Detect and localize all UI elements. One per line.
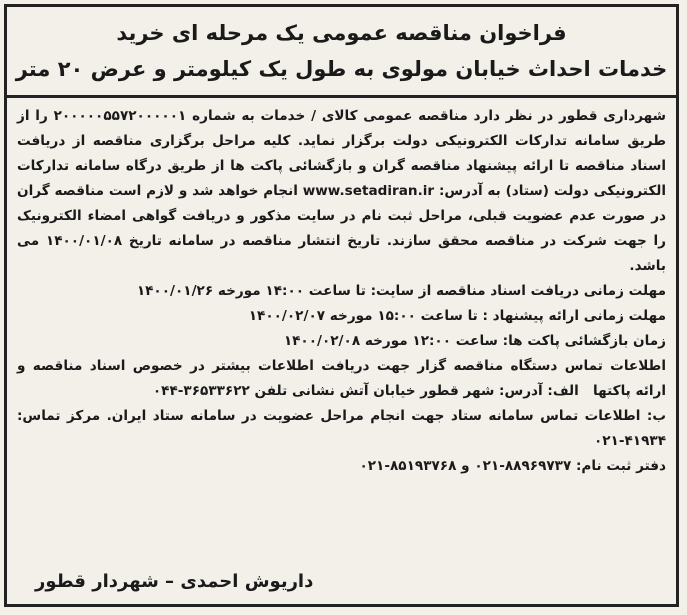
contact-intro	[17, 354, 666, 404]
intro-paragraph	[17, 104, 666, 279]
notice-body	[7, 98, 676, 479]
deadline-offer: مهلت زمانی ارائه پیشنهاد : تا ساعت ۱۵:۰۰ مورخه ۱۴۰۰/۰۲/۰۷	[248, 308, 666, 324]
intro-continued: انجام خواهد شد و لازم است مناقصه گران در صورت عدم عضویت قبلی، مراحل ثبت نام در سایت مذکور و دریافت گواهی امضاء الکترونیک را جهت شرکت در مناقصه محقق سازند. تاریخ انتشار مناقصه در سامانه تاریخ ۱۴۰۰/۰۱/۰۸ می باشد.	[17, 183, 666, 274]
contact-setad: ب: اطلاعات تماس سامانه ستاد جهت انجام مراحل عضویت در سامانه ستاد ایران. مرکز تماس: ۴۱۹۳۴-۰۲۱	[17, 408, 666, 449]
registry-office: دفتر ثبت نام: ۸۸۹۶۹۷۳۷-۰۲۱ و ۸۵۱۹۳۷۶۸-۰۲۱	[359, 458, 666, 474]
signature: داریوش احمدی – شهردار قطور	[35, 571, 314, 592]
notice-frame	[4, 4, 679, 607]
notice-header	[7, 7, 676, 98]
title-line-1: فراخوان مناقصه عمومی یک مرحله ای خرید	[116, 21, 567, 45]
deadline-documents: مهلت زمانی دریافت اسناد مناقصه از سایت: تا ساعت ۱۴:۰۰ مورخه ۱۴۰۰/۰۱/۲۶	[136, 283, 666, 299]
title-line-2: خدمات احداث خیابان مولوی به طول یک کیلومتر و عرض ۲۰ متر	[15, 57, 668, 81]
contact-address: الف: آدرس: شهر قطور خیابان آتش نشانی تلفن ۳۶۵۳۳۶۲۲-۰۴۴	[152, 383, 579, 399]
opening-time: زمان بازگشائی پاکت ها: ساعت ۱۲:۰۰ مورخه ۱۴۰۰/۰۲/۰۸	[283, 333, 666, 349]
website-url[interactable]: www.setadiran.ir	[302, 183, 435, 199]
contact-intro-text: اطلاعات تماس دستگاه مناقصه گزار جهت دریافت اطلاعات بیشتر در خصوص اسناد مناقصه و ارائه پاکتها	[17, 358, 666, 399]
intro-text: شهرداری قطور در نظر دارد مناقصه عمومی کالای / خدمات به شماره ۲۰۰۰۰۰۵۵۷۲۰۰۰۰۰۱ را از طریق سامانه تدارکات الکترونیکی دولت برگزار نماید. کلیه مراحل برگزاری مناقصه از دریافت اسناد مناقصه تا ارائه پیشنهاد مناقصه گران و بازگشائی پاکت ها از طریق درگاه سامانه تدارکات الکترونیکی دولت (ستاد) به آدرس:	[17, 108, 667, 199]
